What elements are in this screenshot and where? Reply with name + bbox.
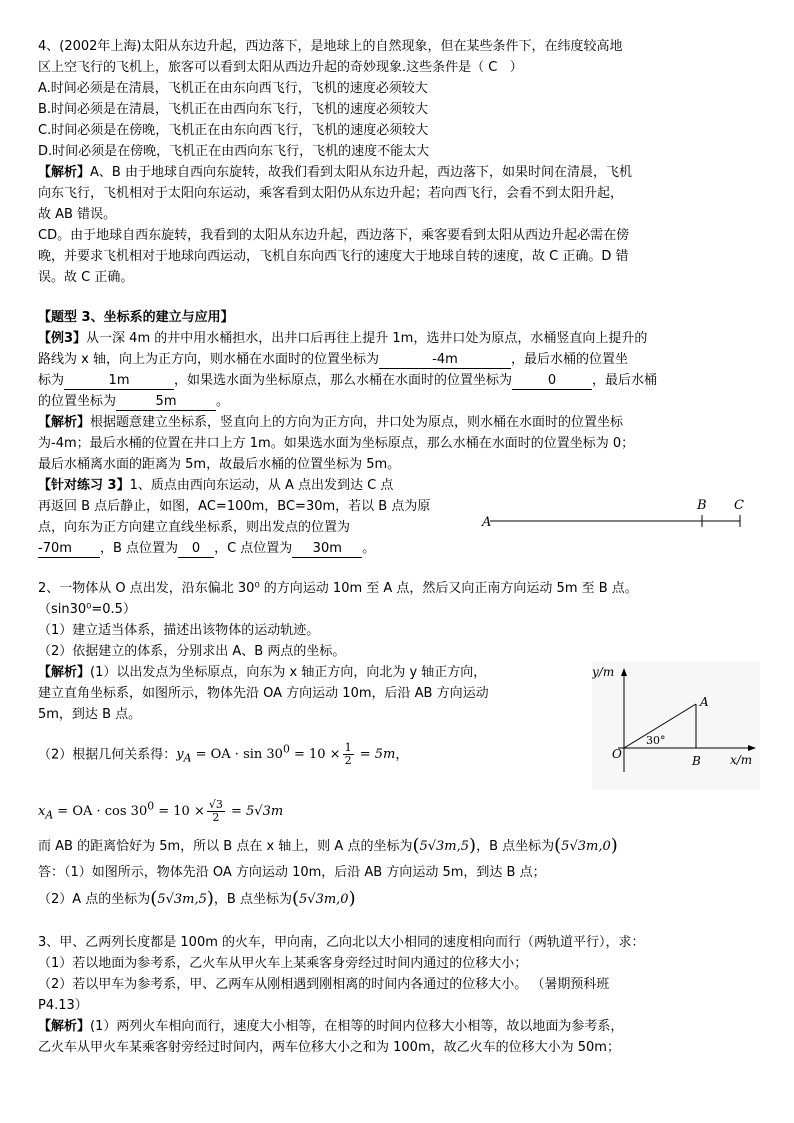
q2-analysis-span: (1）以出发点为坐标原点，向东为 x 轴正方向，向北为 y 轴正方向， <box>90 665 487 680</box>
ex3-blank-2: 1m <box>64 372 174 390</box>
practice3-line3: 点，向东为正方向建立直线坐标系，则出发点的位置为 <box>38 520 351 535</box>
paren-open: ( <box>554 834 562 856</box>
q4-analysis-line1 <box>38 162 760 183</box>
spacer <box>38 913 760 932</box>
q3-analysis-text: (1）两列火车相向而行，速度大小相等，在相等的时间内位移大小相等，故以地面为参考系， <box>90 1018 624 1034</box>
q3-sub1: （1）若以地面为参考系，乙火车从甲火车上某乘客身旁经过时间内通过的位移大小； <box>38 955 528 971</box>
q2-coord-text: ，B 点坐标为 <box>476 838 555 854</box>
eq-text: = 10 × <box>289 747 341 763</box>
q3-stem-line1: 3、甲、乙两列长度都是 100m 的火车，甲向南，乙向北以大小相同的速度相向而行（两轨道平行），求： <box>38 934 645 950</box>
q4-analysis-line3: 故 AB 错误。 <box>38 207 117 222</box>
topic3-heading: 【题型 3、坐标系的建立与应用】 <box>38 310 234 325</box>
q4-analysis-line2: 向东飞行，飞机相对于太阳向东运动，乘客看到太阳仍从东边升起；若向西飞行，会看不到太阳升起， <box>38 186 624 201</box>
point-b-label: B <box>692 754 701 768</box>
page <box>38 36 760 1058</box>
eq-text: = 10 × <box>154 804 205 820</box>
eq-sub: A <box>183 751 192 765</box>
line-coordinate-figure <box>478 475 758 559</box>
q4-analysis-text: A、B 由于地球自西向东旋转，故我们看到太阳从东边升起，西边落下，如果时间在清晨，飞机 <box>90 165 632 180</box>
eq-result: = 5m <box>355 747 396 763</box>
eq-symbol: y <box>176 747 184 763</box>
paren-close: ) <box>469 834 477 856</box>
ex3-analysis-line2: 为-4m；最后水桶的位置在井口上方 1m。如果选水面为坐标原点，那么水桶在水面时的位置坐标为 0； <box>38 436 635 451</box>
paren-close: ) <box>206 887 214 909</box>
practice3-text-span: ，B 点位置为 <box>100 541 179 556</box>
eq-text: = OA · sin 30 <box>191 747 283 763</box>
ex3-tag: 【例3】 <box>38 331 87 346</box>
ex3-text: ，如果选水面为坐标原点，那么水桶在水面时的位置坐标为 <box>174 373 513 388</box>
paren-open: ( <box>291 887 300 909</box>
q3-sub2-cont: P4.13） <box>38 997 88 1013</box>
q4-answer: C <box>488 60 498 75</box>
q3-sub2: （2）若以甲车为参考系，甲、乙两车从刚相遇到刚相离的时间内各通过的位移大小。 （暑期预科班 <box>38 976 610 992</box>
q2-sub1: （1）建立适当体系，描述出该物体的运动轨迹。 <box>38 623 320 638</box>
ex3-analysis-tag: 【解析】 <box>38 415 91 430</box>
q2-analysis-line1 <box>38 662 588 683</box>
q4-option-b: B.时间必须是在清晨，飞机正在由西向东飞行，飞机的速度必须较大 <box>38 102 429 117</box>
q2-coord-text: 而 AB 的距离恰好为 5m，所以 B 点在 x 轴上，则 A 点的坐标为 <box>38 838 413 854</box>
q2-analysis-line2: 建立直角坐标系，如图所示，物体先沿 OA 方向运动 10m，后沿 AB 方向运动 <box>38 686 489 701</box>
figure-label-c: C <box>734 498 744 513</box>
eq-text: = OA · cos 30 <box>53 804 148 820</box>
ex3-analysis-text: 根据题意建立坐标系，竖直向上的方向为正方向，井口处为原点，则水桶在水面时的位置坐标 <box>90 415 624 430</box>
practice3-text-span: 1、质点由西向东运动，从 A 点出发到达 C 点 <box>129 478 394 493</box>
q4-stem-line2 <box>38 57 760 78</box>
q4-analysis-line5: 晚，并要求飞机相对于地球向西运动，飞机自东向西飞行的速度大于地球自转的速度，故 C 正确。D 错 <box>38 249 629 264</box>
q2-equation-prefix: （2）根据几何关系得： <box>38 747 177 763</box>
fraction-numerator: 1 <box>344 741 352 755</box>
q4-analysis-line4: CD。由于地球自西东旋转，我看到的太阳从东边升起，西边落下，乘客要看到太阳从西边升起必需在傍 <box>38 228 630 243</box>
practice3-line2: 再返回 B 点后静止，如图，AC=100m，BC=30m，若以 B 点为原 <box>38 499 431 514</box>
q4-analysis-line6: 误。故 C 正确。 <box>38 270 134 285</box>
ex3-line3 <box>38 370 760 391</box>
y-axis-label: y/m <box>592 665 615 679</box>
ex3-text: ，最后水桶的位置坐 <box>510 352 628 367</box>
ex3-line1 <box>38 328 760 349</box>
ex3-line4 <box>38 391 760 412</box>
practice3-line4 <box>38 538 478 559</box>
paren-open: ( <box>412 834 420 856</box>
q4-option-a: A.时间必须是在清晨，飞机正在由东向西飞行，飞机的速度必须较大 <box>38 81 428 96</box>
ex3-blank-1: -4m <box>379 351 511 369</box>
q4-stem-text: 区上空飞行的飞机上，旅客可以看到太阳从西边升起的奇妙现象.这些条件是（ <box>38 60 485 75</box>
ex3-text: 的位置坐标为 <box>38 394 117 409</box>
spacer <box>38 725 588 733</box>
ex3-text: 标为 <box>38 373 65 388</box>
q2-equation-y <box>38 733 588 776</box>
q4-option-c: C.时间必须是在傍晚，飞机正在由东向西飞行，飞机的速度必须较大 <box>38 123 429 138</box>
q2-answer-text: ，B 点坐标为 <box>213 891 292 907</box>
q2-analysis-tag: 【解析】 <box>38 665 91 680</box>
q4-option-d: D.时间必须是在傍晚，飞机正在由西向东飞行，飞机的速度不能太大 <box>38 144 430 159</box>
practice3-text-span: 。 <box>362 541 376 556</box>
practice3-blank-1: -70m <box>38 540 100 558</box>
q2-answer-text: （2）A 点的坐标为 <box>38 891 151 907</box>
q2-stem-line2: （sin30⁰=0.5） <box>38 602 136 617</box>
ex3-analysis-line3: 最后水桶离水面的距离为 5m，故最后水桶的位置坐标为 5m。 <box>38 457 401 472</box>
eq-degree: 0 <box>282 743 290 756</box>
q4-stem-line1: 4、(2002年上海)太阳从东边升起，西边落下，是地球上的自然现象，但在某些条件下，在纬度较高地 <box>38 39 623 54</box>
q3-analysis-line2: 乙火车从甲火车某乘客射旁经过时间内，两车位移大小之和为 100m，故乙火车的位移大小为 50m； <box>38 1039 620 1055</box>
coord-b: 5√3m,0 <box>299 891 349 907</box>
figure-background <box>592 662 760 790</box>
q2-equation-x <box>38 790 760 833</box>
paren-close: ) <box>610 834 618 856</box>
fraction-denominator: 2 <box>344 754 352 768</box>
q2-stem-line1: 2、一物体从 O 点出发，沿东偏北 30⁰ 的方向运动 10m 至 A 点，然后又向正南方向运动 5m 至 B 点。 <box>38 581 638 596</box>
paren-close: ) <box>348 887 356 909</box>
paren-open: ( <box>150 887 158 909</box>
figure-label-b: B <box>697 498 707 513</box>
ex3-line2 <box>38 349 760 370</box>
coord-a: 5√3m,5 <box>419 838 470 854</box>
practice3-blank-2: 0 <box>178 540 214 558</box>
practice3-block <box>38 475 760 559</box>
fraction-numerator: √3 <box>208 798 223 812</box>
q2-analysis-block <box>38 662 760 790</box>
practice3-tag: 【针对练习 3】 <box>38 478 130 493</box>
practice3-text-span: ，C 点位置为 <box>214 541 293 556</box>
q2-analysis-text <box>38 662 588 790</box>
ex3-text: 从一深 4m 的井中用水桶担水，出井口后再往上提升 1m，选井口处为原点，水桶竖直向上提升的 <box>86 331 648 346</box>
point-a-label: A <box>700 695 709 709</box>
ex3-text: ，最后水桶 <box>592 373 658 388</box>
ex3-text: 路线为 x 轴，向上为正方向，则水桶在水面时的位置坐标为 <box>38 352 379 367</box>
ex3-blank-4: 5m <box>116 393 216 411</box>
spacer <box>38 288 760 307</box>
xy-coordinate-figure <box>592 662 760 790</box>
coord-a: 5√3m,5 <box>157 891 207 907</box>
ex3-analysis-line1 <box>38 412 760 433</box>
spacer <box>38 559 760 578</box>
equation-y <box>176 741 396 768</box>
x-axis-label: x/m <box>730 753 753 767</box>
origin-label: O <box>612 747 622 761</box>
q4-analysis-tag: 【解析】 <box>38 165 91 180</box>
coord-b: 5√3m,0 <box>561 838 611 854</box>
eq-sub: A <box>45 808 54 822</box>
eq-symbol: x <box>38 804 46 820</box>
eq-degree: 0 <box>147 800 155 813</box>
eq-comma: ， <box>395 747 409 763</box>
q2-answer-line2 <box>38 886 760 913</box>
practice3-text <box>38 475 478 559</box>
figure-label-a: A <box>482 515 492 530</box>
angle-label: 30° <box>646 734 666 747</box>
equation-x <box>38 798 284 825</box>
q2-answer-line1: 答：（1）如图所示，物体先沿 OA 方向运动 10m，后沿 AB 方向运动 5m，到达 B 点； <box>38 864 546 880</box>
q2-sub2: （2）依据建立的体系，分别求出 A、B 两点的坐标。 <box>38 644 346 659</box>
q3-analysis-tag: 【解析】 <box>38 1018 91 1034</box>
fraction-root3-half <box>207 799 225 824</box>
practice3-line1 <box>38 475 478 496</box>
eq-result: = 5√3m <box>226 804 284 820</box>
ex3-blank-3: 0 <box>512 372 592 390</box>
fraction-denominator: 2 <box>212 811 220 825</box>
fraction-one-half <box>343 742 354 767</box>
q3-analysis-line1 <box>38 1016 760 1037</box>
q2-coord-line <box>38 833 760 860</box>
ex3-text: 。 <box>216 394 230 409</box>
q4-stem-close: ） <box>509 60 523 75</box>
q2-analysis-line3: 5m，到达 B 点。 <box>38 707 142 722</box>
practice3-blank-3: 30m <box>292 540 362 558</box>
